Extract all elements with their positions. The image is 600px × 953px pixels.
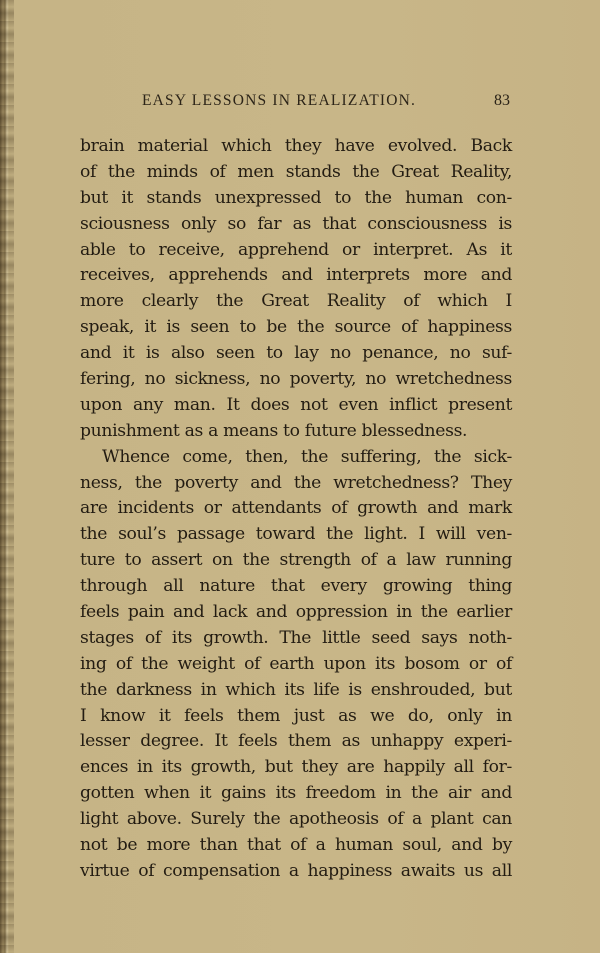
text-line: ture to assert on the strength of a law running bbox=[80, 550, 512, 571]
text-line: brain material which they have evolved. Back bbox=[80, 136, 512, 156]
text-line: fering, no sickness, no poverty, no wretchedness bbox=[80, 369, 512, 390]
text-line: but it stands unexpressed to the human con- bbox=[80, 187, 512, 208]
text-line: the soul’s passage toward the light. I will ven- bbox=[80, 524, 512, 545]
text-line: ing of the weight of earth upon its bosom or of bbox=[80, 653, 512, 674]
page-number: 83 bbox=[494, 92, 510, 109]
text-line: and it is also seen to lay no penance, no suf- bbox=[80, 343, 512, 364]
text-line: not be more than that of a human soul, and by bbox=[80, 835, 512, 856]
text-line: receives, apprehends and interprets more and bbox=[80, 265, 512, 286]
text-line: gotten when it gains its freedom in the air and bbox=[80, 783, 512, 804]
text-line: upon any man. It does not even inflict present bbox=[80, 394, 512, 415]
text-line: ness, the poverty and the wretchedness? They bbox=[80, 472, 512, 493]
paragraph bbox=[80, 134, 512, 445]
text-line: lesser degree. It feels them as unhappy experi- bbox=[80, 731, 512, 752]
text-line: the darkness in which its life is enshrouded, but bbox=[80, 679, 512, 700]
text-line: light above. Surely the apotheosis of a plant can bbox=[80, 809, 512, 830]
text-line: punishment as a means to future blessedness. bbox=[80, 420, 468, 441]
text-line: are incidents or attendants of growth and mark bbox=[80, 498, 512, 519]
text-line: Whence come, then, the suffering, the sick- bbox=[102, 446, 512, 467]
text-line: I know it feels them just as we do, only in bbox=[80, 705, 512, 726]
paragraph bbox=[80, 445, 512, 885]
text-line: of the minds of men stands the Great Reality, bbox=[80, 161, 512, 182]
page-gutter bbox=[0, 0, 14, 953]
text-line: sciousness only so far as that consciousness is bbox=[80, 213, 512, 234]
text-line: ences in its growth, but they are happily all for- bbox=[80, 757, 512, 778]
text-line: more clearly the Great Reality of which I bbox=[80, 291, 512, 312]
text-line: stages of its growth. The little seed says noth- bbox=[80, 627, 512, 648]
body-text bbox=[80, 134, 512, 885]
text-line: speak, it is seen to be the source of happiness bbox=[80, 317, 512, 338]
text-line: virtue of compensation a happiness awaits us all bbox=[80, 860, 512, 881]
text-line: feels pain and lack and oppression in the earlier bbox=[80, 602, 512, 623]
text-line: through all nature that every growing thing bbox=[80, 576, 512, 597]
text-line: able to receive, apprehend or interpret. As it bbox=[80, 239, 512, 260]
running-head-title: EASY LESSONS IN REALIZATION. bbox=[142, 92, 417, 109]
